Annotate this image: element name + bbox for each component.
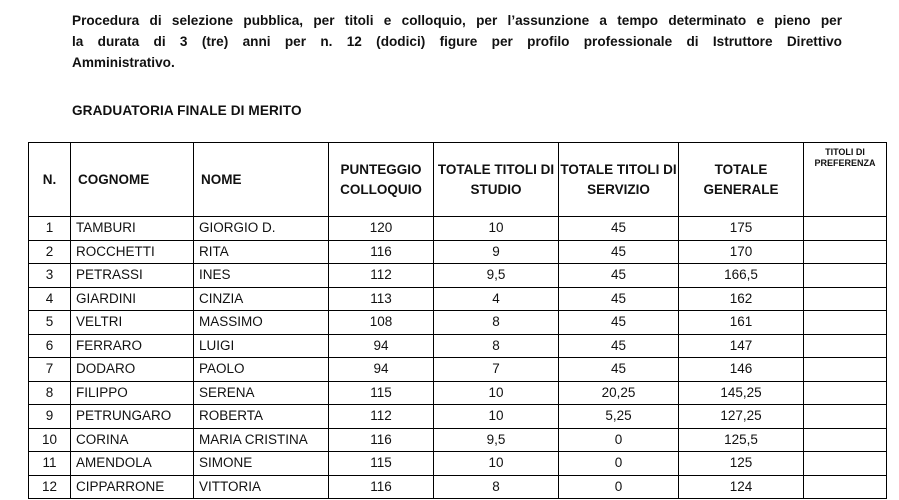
- cell-punteggio-colloquio: 120: [329, 217, 434, 241]
- header-totale-generale: TOTALE GENERALE: [679, 143, 804, 217]
- cell-titoli-preferenza: [804, 311, 887, 335]
- header-punteggio-colloquio: PUNTEGGIO COLLOQUIO: [329, 143, 434, 217]
- cell-punteggio-colloquio: 116: [329, 475, 434, 499]
- ranking-title: GRADUATORIA FINALE DI MERITO: [72, 103, 302, 118]
- cell-n: 6: [29, 334, 71, 358]
- cell-nome: MASSIMO: [194, 311, 329, 335]
- cell-totale-titoli-servizio: 0: [559, 475, 679, 499]
- header-n: N.: [29, 143, 71, 217]
- cell-titoli-preferenza: [804, 240, 887, 264]
- cell-totale-generale: 170: [679, 240, 804, 264]
- cell-totale-generale: 147: [679, 334, 804, 358]
- cell-titoli-preferenza: [804, 334, 887, 358]
- cell-cognome: DODARO: [71, 358, 194, 382]
- cell-totale-generale: 125,5: [679, 428, 804, 452]
- cell-totale-titoli-studio: 10: [434, 405, 559, 429]
- table-header-row: [29, 143, 887, 217]
- cell-punteggio-colloquio: 113: [329, 287, 434, 311]
- cell-punteggio-colloquio: 112: [329, 264, 434, 288]
- cell-punteggio-colloquio: 108: [329, 311, 434, 335]
- table-row: [29, 475, 887, 499]
- cell-totale-titoli-servizio: 0: [559, 428, 679, 452]
- cell-totale-generale: 125: [679, 452, 804, 476]
- cell-totale-generale: 161: [679, 311, 804, 335]
- cell-nome: CINZIA: [194, 287, 329, 311]
- cell-nome: PAOLO: [194, 358, 329, 382]
- cell-nome: SERENA: [194, 381, 329, 405]
- cell-totale-titoli-servizio: 45: [559, 287, 679, 311]
- cell-titoli-preferenza: [804, 217, 887, 241]
- header-totale-titoli-servizio: TOTALE TITOLI DI SERVIZIO: [559, 143, 679, 217]
- cell-n: 9: [29, 405, 71, 429]
- table-row: [29, 452, 887, 476]
- cell-n: 10: [29, 428, 71, 452]
- cell-totale-generale: 145,25: [679, 381, 804, 405]
- cell-nome: SIMONE: [194, 452, 329, 476]
- cell-totale-titoli-studio: 10: [434, 381, 559, 405]
- cell-totale-generale: 166,5: [679, 264, 804, 288]
- cell-totale-titoli-studio: 8: [434, 475, 559, 499]
- cell-titoli-preferenza: [804, 358, 887, 382]
- cell-n: 8: [29, 381, 71, 405]
- cell-punteggio-colloquio: 94: [329, 334, 434, 358]
- table-row: [29, 287, 887, 311]
- cell-cognome: TAMBURI: [71, 217, 194, 241]
- cell-n: 3: [29, 264, 71, 288]
- cell-totale-generale: 175: [679, 217, 804, 241]
- cell-n: 11: [29, 452, 71, 476]
- cell-totale-generale: 124: [679, 475, 804, 499]
- cell-totale-titoli-servizio: 0: [559, 452, 679, 476]
- cell-cognome: PETRUNGARO: [71, 405, 194, 429]
- intro-line-3: Amministrativo.: [72, 55, 175, 70]
- cell-n: 7: [29, 358, 71, 382]
- cell-cognome: ROCCHETTI: [71, 240, 194, 264]
- cell-punteggio-colloquio: 115: [329, 452, 434, 476]
- header-titoli-preferenza: TITOLI DI PREFERENZA: [804, 143, 887, 217]
- cell-cognome: VELTRI: [71, 311, 194, 335]
- cell-cognome: PETRASSI: [71, 264, 194, 288]
- cell-totale-titoli-servizio: 45: [559, 264, 679, 288]
- cell-totale-generale: 127,25: [679, 405, 804, 429]
- cell-totale-titoli-studio: 9: [434, 240, 559, 264]
- header-nome: NOME: [194, 143, 329, 217]
- cell-nome: VITTORIA: [194, 475, 329, 499]
- cell-n: 1: [29, 217, 71, 241]
- table-row: [29, 311, 887, 335]
- cell-totale-titoli-servizio: 5,25: [559, 405, 679, 429]
- cell-cognome: AMENDOLA: [71, 452, 194, 476]
- cell-titoli-preferenza: [804, 428, 887, 452]
- cell-totale-titoli-servizio: 45: [559, 311, 679, 335]
- cell-punteggio-colloquio: 94: [329, 358, 434, 382]
- cell-totale-titoli-studio: 7: [434, 358, 559, 382]
- cell-totale-generale: 162: [679, 287, 804, 311]
- cell-cognome: FILIPPO: [71, 381, 194, 405]
- cell-totale-titoli-studio: 10: [434, 452, 559, 476]
- cell-nome: MARIA CRISTINA: [194, 428, 329, 452]
- intro-line-1: Procedura di selezione pubblica, per titoli e colloquio, per l’assunzione a tempo determinato e pieno per: [72, 13, 842, 28]
- table-row: [29, 264, 887, 288]
- cell-totale-titoli-servizio: 45: [559, 334, 679, 358]
- cell-totale-titoli-studio: 9,5: [434, 264, 559, 288]
- cell-n: 5: [29, 311, 71, 335]
- table-row: [29, 428, 887, 452]
- cell-cognome: FERRARO: [71, 334, 194, 358]
- cell-nome: LUIGI: [194, 334, 329, 358]
- cell-totale-titoli-servizio: 45: [559, 358, 679, 382]
- cell-titoli-preferenza: [804, 264, 887, 288]
- cell-n: 4: [29, 287, 71, 311]
- table-row: [29, 334, 887, 358]
- cell-titoli-preferenza: [804, 405, 887, 429]
- table-body: [29, 217, 887, 499]
- cell-punteggio-colloquio: 116: [329, 428, 434, 452]
- cell-totale-generale: 146: [679, 358, 804, 382]
- cell-titoli-preferenza: [804, 475, 887, 499]
- cell-totale-titoli-studio: 8: [434, 311, 559, 335]
- cell-titoli-preferenza: [804, 381, 887, 405]
- ranking-table: [28, 142, 887, 499]
- table-row: [29, 405, 887, 429]
- cell-titoli-preferenza: [804, 287, 887, 311]
- header-cognome: COGNOME: [71, 143, 194, 217]
- cell-totale-titoli-studio: 10: [434, 217, 559, 241]
- cell-nome: RITA: [194, 240, 329, 264]
- table-row: [29, 217, 887, 241]
- cell-totale-titoli-servizio: 45: [559, 240, 679, 264]
- cell-nome: ROBERTA: [194, 405, 329, 429]
- cell-cognome: CIPPARRONE: [71, 475, 194, 499]
- cell-n: 12: [29, 475, 71, 499]
- cell-cognome: GIARDINI: [71, 287, 194, 311]
- cell-totale-titoli-studio: 4: [434, 287, 559, 311]
- cell-punteggio-colloquio: 112: [329, 405, 434, 429]
- cell-totale-titoli-studio: 9,5: [434, 428, 559, 452]
- intro-paragraph: [72, 10, 842, 73]
- table-row: [29, 358, 887, 382]
- table-row: [29, 381, 887, 405]
- cell-n: 2: [29, 240, 71, 264]
- cell-totale-titoli-servizio: 45: [559, 217, 679, 241]
- intro-line-2: la durata di 3 (tre) anni per n. 12 (dodici) figure per profilo professionale di Istruttore Direttivo: [72, 34, 842, 49]
- cell-totale-titoli-studio: 8: [434, 334, 559, 358]
- cell-totale-titoli-servizio: 20,25: [559, 381, 679, 405]
- cell-nome: INES: [194, 264, 329, 288]
- cell-nome: GIORGIO D.: [194, 217, 329, 241]
- header-totale-titoli-studio: TOTALE TITOLI DI STUDIO: [434, 143, 559, 217]
- cell-cognome: CORINA: [71, 428, 194, 452]
- cell-titoli-preferenza: [804, 452, 887, 476]
- cell-punteggio-colloquio: 115: [329, 381, 434, 405]
- cell-punteggio-colloquio: 116: [329, 240, 434, 264]
- table-row: [29, 240, 887, 264]
